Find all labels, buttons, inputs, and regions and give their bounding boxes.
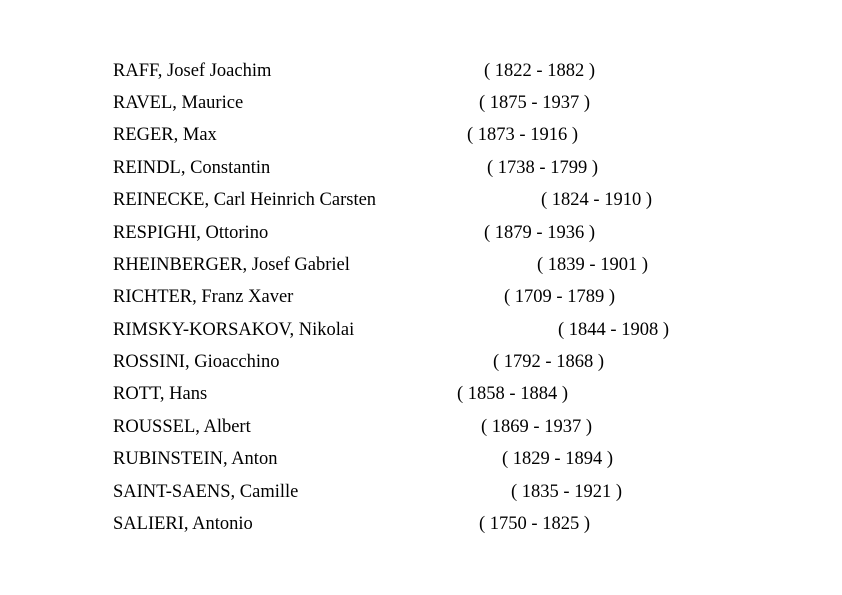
composer-dates: ( 1858 - 1884 ): [457, 384, 568, 404]
composer-dates: ( 1869 - 1937 ): [481, 417, 592, 437]
composer-entry: [0, 189, 842, 211]
composer-dates: ( 1844 - 1908 ): [558, 320, 669, 340]
composer-name: RUBINSTEIN, Anton: [113, 449, 278, 469]
composer-name: RESPIGHI, Ottorino: [113, 223, 269, 243]
composer-entry: [0, 254, 842, 276]
composer-name: REGER, Max: [113, 125, 217, 145]
composer-entry: [0, 222, 842, 244]
composer-entry: [0, 416, 842, 438]
composer-dates: ( 1839 - 1901 ): [537, 255, 648, 275]
composer-entry: [0, 513, 842, 535]
composer-name: RAVEL, Maurice: [113, 93, 244, 113]
composer-name: RIMSKY-KORSAKOV, Nikolai: [113, 320, 355, 340]
composer-entry: [0, 448, 842, 470]
composer-dates: ( 1875 - 1937 ): [479, 93, 590, 113]
composer-entry: [0, 60, 842, 82]
composer-dates: ( 1822 - 1882 ): [484, 61, 595, 81]
composer-dates: ( 1873 - 1916 ): [467, 125, 578, 145]
composer-dates: ( 1738 - 1799 ): [487, 158, 598, 178]
composer-name: RICHTER, Franz Xaver: [113, 287, 294, 307]
composer-entry: [0, 481, 842, 503]
composer-entry: [0, 319, 842, 341]
composer-name: RHEINBERGER, Josef Gabriel: [113, 255, 350, 275]
composer-entry: [0, 157, 842, 179]
composer-entry: [0, 351, 842, 373]
composer-name: ROSSINI, Gioacchino: [113, 352, 280, 372]
composer-dates: ( 1792 - 1868 ): [493, 352, 604, 372]
composer-dates: ( 1835 - 1921 ): [511, 482, 622, 502]
composer-name: ROUSSEL, Albert: [113, 417, 251, 437]
composer-name: REINDL, Constantin: [113, 158, 271, 178]
composer-name: REINECKE, Carl Heinrich Carsten: [113, 190, 377, 210]
composer-entry: [0, 286, 842, 308]
composer-entry: [0, 124, 842, 146]
composer-dates: ( 1824 - 1910 ): [541, 190, 652, 210]
composer-dates: ( 1829 - 1894 ): [502, 449, 613, 469]
composer-dates: ( 1879 - 1936 ): [484, 223, 595, 243]
composer-dates: ( 1709 - 1789 ): [504, 287, 615, 307]
composer-entry: [0, 92, 842, 114]
composer-entry: [0, 383, 842, 405]
composer-name: RAFF, Josef Joachim: [113, 61, 272, 81]
composer-dates: ( 1750 - 1825 ): [479, 514, 590, 534]
composer-name: SALIERI, Antonio: [113, 514, 253, 534]
composer-name: SAINT-SAENS, Camille: [113, 482, 299, 502]
composer-name: ROTT, Hans: [113, 384, 208, 404]
